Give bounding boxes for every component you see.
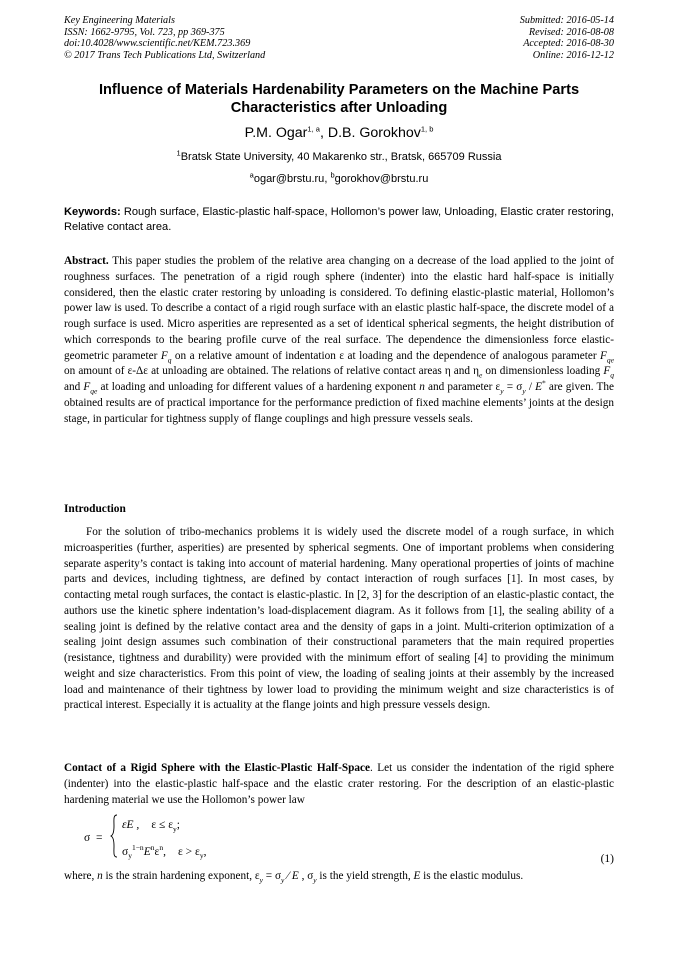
journal-name: Key Engineering Materials <box>64 15 175 26</box>
keywords-label: Keywords: <box>64 206 121 218</box>
title-line-2: Characteristics after Unloading <box>230 100 448 116</box>
email-b-sup: b <box>330 170 335 180</box>
contact-section-paragraph <box>64 761 614 808</box>
equation-number: (1) <box>600 853 614 865</box>
email-sep: , <box>324 173 331 185</box>
eq-case2-comma: , <box>163 845 166 858</box>
author-separator: , <box>319 125 328 141</box>
paper-title <box>64 81 614 117</box>
email-a-sup: a <box>249 170 254 180</box>
email-ogar[interactable]: ogar@brstu.ru <box>253 173 325 185</box>
journal-doi: doi:10.4028/www.scientific.net/KEM.723.369 <box>64 38 251 49</box>
keywords <box>64 205 614 235</box>
abstract-part-7: and parameter <box>424 381 496 393</box>
journal-meta <box>64 15 265 61</box>
eq-case1-cond: ε ≤ ε <box>151 819 174 831</box>
abstract-part-3: on amount of ε-Δε at unloading are obtained. The relations of relative contact areas η and η <box>64 365 479 378</box>
where-eps-sub: y <box>259 875 263 885</box>
where-slash: ⁄ <box>284 870 292 882</box>
param-e: E <box>535 381 542 393</box>
abstract-eta-sub: e <box>479 370 483 380</box>
where-e: E <box>291 870 299 882</box>
abstract-part-1: This paper studies the problem of the relative area changing on a decrease of the load applied to the joint of roughness surfaces. The penetration of a rigid rough sphere (indenter) into the elastic hard half-space is initially considered, then the elastic crater restoring by unloading is considered. To defining elastic-plastic material, Hollomon’s power law is used. To describe a contact of a rigid rough surface with an elastic plastic half-space, the discrete model of a rough surface is used. Micro asperities are represented as a set of identical spherical segments, the height distribution of which corresponds to the bearing profile curve of the real surface. The dependence the dimensionless force elastic-geometric parameter <box>64 255 614 362</box>
author-ogar-sup: 1, a <box>307 124 320 134</box>
param-div: / <box>525 381 536 393</box>
introduction-paragraph: For the solution of tribo-mechanics problems it is widely used the discrete model of a rough surface, in which microasperities (further, asperities) are presented by spherical segments. One of important problems when considering separate asperity’s contact is taking into account of material hardening. Many operational properties of joints of machine parts and devices, including tightness, are defined by contact interaction of rough surfaces [1]. In most cases, by contacting metal rough surfaces, the contact is elastic-plastic. In [2, 3] for the description of an elastic-plastic contact, the authors use the kinetic sphere indentation’s load-displacement diagram. As it follows from [1], the sealing ability of a sealing joint is defined by the relative contact area and the density of gaps in a joint. Multi-criterion optimization of a sealing joint design assumes such combination of their constructional parameters that the main required properties (resistance, tightness and durability) were provided with the minimum effort of sealing [4] to providing the minimum weight and size characteristics. From this point of view, the loading of sealing joints at their assembly by the increased load and maintenance of their tightness by lower load to providing the minimum weight and size characteristics is of practical interest. Especially it is actuality at the flange joints and high pressure vessels design. <box>64 526 614 712</box>
where-n: n <box>97 870 103 882</box>
author-gorokhov: D.B. Gorokhov <box>327 125 421 141</box>
param-eps-sub: y <box>500 386 504 396</box>
eq-case2-sigma: σ <box>122 845 129 858</box>
where-t1: where, <box>64 870 98 882</box>
where-eps: ε <box>254 870 260 882</box>
abstract <box>64 254 614 427</box>
submission-dates <box>520 15 614 61</box>
where-t4: is the yield strength, <box>316 870 414 882</box>
author-ogar: P.M. Ogar <box>244 125 308 141</box>
eq-case-2 <box>122 843 206 860</box>
abstract-n: n <box>419 381 425 393</box>
eq-case2-sigma-sub: y <box>128 851 132 861</box>
revised-date: Revised: 2016-08-08 <box>528 26 614 38</box>
eq-case2-eps-sup: n <box>159 843 164 852</box>
journal-issn: ISSN: 1662-9795, Vol. 723, pp 369-375 <box>64 26 225 38</box>
param-e-sup: * <box>541 378 546 388</box>
abstract-fq-2: F <box>603 365 611 378</box>
eq-case2-eps: ε <box>154 845 160 858</box>
abstract-fqe-sub: qe <box>606 354 614 364</box>
param-sigma-sub: y <box>522 386 526 396</box>
where-e2: E <box>413 870 421 882</box>
eq-equals: = <box>96 832 103 844</box>
param-eps: ε <box>495 381 501 393</box>
abstract-fqe-2-sub: qe <box>90 386 98 396</box>
affiliation-sup: 1 <box>176 148 181 158</box>
title-line-1: Influence of Materials Hardenability Parameters on the Machine Parts <box>98 82 580 98</box>
equation-1 <box>84 812 614 874</box>
eq-case2-cond-sub: y <box>199 851 204 861</box>
email-gorokhov[interactable]: gorokhov@brstu.ru <box>334 173 429 185</box>
online-date: Online: 2016-12-12 <box>532 49 614 61</box>
abstract-fq-sub: q <box>167 354 172 364</box>
where-paragraph <box>64 869 614 885</box>
abstract-part-6: at loading and unloading for different values of a hardening exponent <box>97 381 420 393</box>
eq-case1-expr: εE , <box>122 819 140 831</box>
eq-lhs: σ <box>84 832 91 844</box>
abstract-part-2: on a relative amount of indentation ε at loading and the dependence of analogous parameter <box>171 349 601 362</box>
accepted-date: Accepted: 2016-08-30 <box>523 38 614 49</box>
abstract-part-8: are given. The obtained results are of practical importance for the performance prediction of fixed machine elements’ joints at the design stage, in particular for tightness supply of flange couplings and high pressure vessels seals. <box>64 381 615 425</box>
abstract-fqe: F <box>600 349 607 362</box>
abstract-label: Abstract. <box>64 255 109 267</box>
eq-case-1 <box>122 819 180 833</box>
section-heading-introduction: Introduction <box>64 503 126 515</box>
abstract-part-4: on dimensionless loading <box>482 365 604 378</box>
abstract-param <box>495 378 546 396</box>
where-sigma-sub: y <box>281 875 285 885</box>
contact-section-heading: Contact of a Rigid Sphere with the Elastic-Plastic Half-Space <box>64 762 370 774</box>
contact-section-text: . Let us consider the indentation of the rigid sphere (indenter) into the elastic-plastic half-space and the elastic crater restoring. For the description of an elastic-plastic hardening material we use the Hollomon’s power law <box>64 762 615 806</box>
where-t2: is the strain hardening exponent, <box>102 870 255 882</box>
where-t5: is the elastic modulus. <box>420 870 524 882</box>
journal-copyright: © 2017 Trans Tech Publications Ltd, Switzerland <box>64 49 266 61</box>
where-t3: , σ <box>298 870 314 882</box>
submitted-date: Submitted: 2016-05-14 <box>519 15 614 26</box>
eq-case2-e: E <box>143 845 151 858</box>
abstract-part-5: and <box>64 381 84 393</box>
eq-case2-e-sup: n <box>150 843 155 852</box>
eq-case1-cond-sub: y <box>173 824 177 834</box>
abstract-fq: F <box>160 349 168 362</box>
keywords-text: Rough surface, Elastic-plastic half-space, Hollomon’s power law, Unloading, Elastic crater restoring, Relative contact area. <box>64 206 614 234</box>
abstract-fqe-2: F <box>83 381 91 393</box>
author-emails <box>64 172 614 186</box>
eq-brace-icon <box>110 814 118 858</box>
eq-case2-sigma-sup: 1−n <box>131 843 144 852</box>
eq-case2-end: , <box>203 845 207 858</box>
eq-case2-cond: ε > ε <box>177 845 200 858</box>
param-eq: = σ <box>503 381 523 393</box>
where-sigma2-sub: y <box>313 875 317 885</box>
affiliation <box>64 150 614 164</box>
affiliation-text: Bratsk State University, 40 Makarenko str., Bratsk, 665709 Russia <box>180 151 502 163</box>
author-list <box>64 124 614 142</box>
where-eq: = σ <box>262 870 282 882</box>
abstract-fq-2-sub: q <box>610 370 614 380</box>
eq-case1-end: ; <box>176 819 180 831</box>
author-gorokhov-sup: 1, b <box>420 124 434 134</box>
